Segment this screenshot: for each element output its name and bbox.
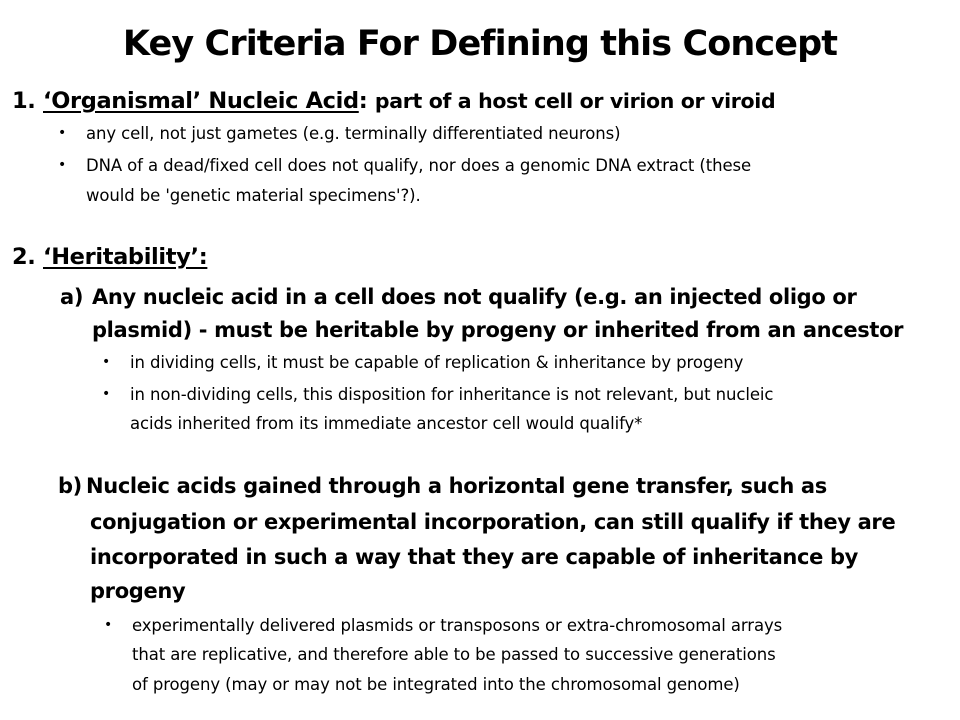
part-b-line: Nucleic acids gained through a horizontal gene transfer, such as	[86, 474, 827, 498]
part-b-bullet-continuation: of progeny (may or may not be integrated into the chromosomal genome)	[132, 675, 740, 694]
part-b-bullet-continuation: that are replicative, and therefore able to be passed to successive generations	[132, 645, 776, 664]
part-b-line: incorporated in such a way that they are capable of inheritance by	[90, 545, 858, 569]
criterion-1-number: 1.	[12, 88, 36, 114]
part-b-line: conjugation or experimental incorporation, can still qualify if they are	[90, 510, 896, 534]
part-b-marker: b)	[58, 474, 82, 498]
criterion-1-heading	[12, 86, 775, 116]
slide-title: Key Criteria For Defining this Concept	[122, 24, 838, 64]
part-a-line: Any nucleic acid in a cell does not qualify (e.g. an injected oligo or	[92, 285, 857, 309]
criterion-2-number: 2.	[12, 244, 36, 270]
part-a-bullet-continuation: acids inherited from its immediate ancestor cell would qualify*	[130, 414, 643, 433]
criterion-1-bullet: • DNA of a dead/fixed cell does not qualify, nor does a genomic DNA extract (these	[86, 151, 751, 180]
part-a-bullet: • in dividing cells, it must be capable of replication & inheritance by progeny	[130, 348, 743, 377]
part-a-marker: a)	[60, 285, 84, 309]
criterion-1-bullet: • any cell, not just gametes (e.g. terminally differentiated neurons)	[86, 119, 620, 148]
part-a-bullet: • in non-dividing cells, this disposition for inheritance is not relevant, but nucleic	[130, 380, 773, 409]
criterion-1-description: part of a host cell or virion or viroid	[374, 89, 776, 113]
criterion-2-title: ‘Heritability’:	[43, 244, 208, 270]
criterion-1-bullet-continuation: would be 'genetic material specimens'?).	[86, 186, 421, 205]
criterion-1-colon: :	[358, 88, 368, 114]
criterion-1-title: ‘Organismal’ Nucleic Acid	[43, 88, 359, 114]
part-a-line: plasmid) - must be heritable by progeny or inherited from an ancestor	[92, 318, 904, 342]
criterion-2-heading	[12, 242, 207, 272]
part-b-bullet: • experimentally delivered plasmids or transposons or extra-chromosomal arrays	[132, 611, 782, 640]
part-b-line: progeny	[90, 579, 186, 603]
